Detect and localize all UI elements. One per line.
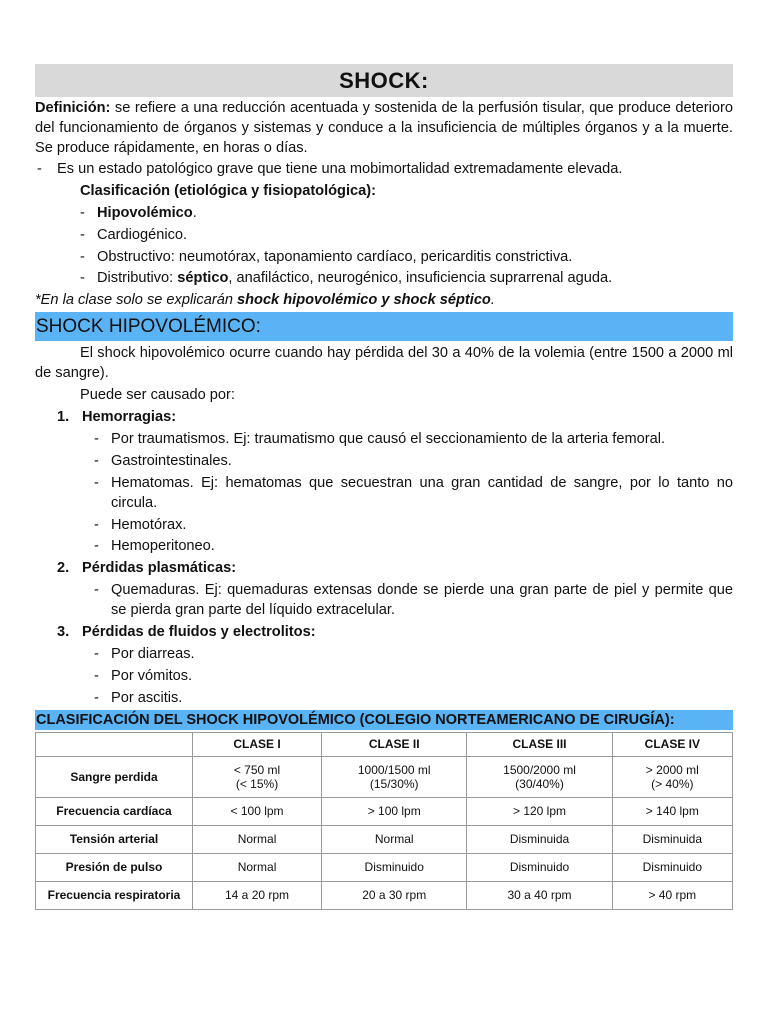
table-cell: > 40 rpm	[612, 881, 732, 909]
classification-list	[80, 203, 733, 288]
list-item-text: Hemoperitoneo.	[111, 538, 215, 555]
list-item-text: Hemotórax.	[111, 516, 187, 533]
list-item	[94, 515, 733, 535]
table-cell: Disminuido	[612, 853, 732, 881]
cell-line: 1000/1500 ml	[357, 762, 431, 777]
section-heading-hipovolemico: SHOCK HIPOVOLÉMICO:	[35, 312, 733, 341]
cause-title: Pérdidas plasmáticas:	[82, 560, 237, 577]
table-row	[36, 825, 733, 853]
table-cell	[467, 756, 612, 797]
table-row	[36, 881, 733, 909]
table-cell: > 120 lpm	[467, 797, 612, 825]
hipo-intro: El shock hipovolémico ocurre cuando hay pérdida del 30 a 40% de la volemia (entre 1500 a 2000 ml de sangre).	[35, 345, 733, 382]
table-row	[36, 853, 733, 881]
row-label: Presión de pulso	[36, 853, 193, 881]
cell-line: (> 40%)	[651, 776, 694, 791]
table-cell: 14 a 20 rpm	[193, 881, 322, 909]
row-label: Tensión arterial	[36, 825, 193, 853]
class-note	[35, 290, 733, 310]
row-label: Frecuencia cardíaca	[36, 797, 193, 825]
list-item-text: Quemaduras. Ej: quemaduras extensas donde se pierde una gran parte de piel y permite que se pierda gran parte del líquido extracelular.	[111, 582, 733, 619]
table-cell: > 140 lpm	[612, 797, 732, 825]
septico-label: séptico	[177, 270, 229, 287]
cell-line: (30/40%)	[515, 776, 564, 791]
cause-title: Pérdidas de fluidos y electrolitos:	[82, 624, 316, 641]
list-item-text: Por vómitos.	[111, 668, 193, 685]
cell-line: (< 15%)	[235, 776, 279, 791]
definition-label: Definición:	[35, 100, 111, 116]
classification-heading	[80, 181, 733, 201]
table-cell: Disminuido	[322, 853, 467, 881]
list-item	[80, 268, 733, 288]
page-title: SHOCK:	[35, 64, 733, 97]
cause-2-heading	[35, 558, 733, 578]
cause-1-heading	[35, 407, 733, 427]
table-cell	[322, 756, 467, 797]
list-item-text: , anafiláctico, neurogénico, insuficiencia suprarrenal aguda.	[228, 270, 613, 287]
table-row	[36, 797, 733, 825]
cause-2-list	[94, 580, 733, 620]
table-cell: < 100 lpm	[193, 797, 322, 825]
list-item-text: Cardiogénico.	[97, 226, 188, 243]
cell-line: (15/30%)	[369, 776, 419, 791]
table-cell: Disminuido	[467, 853, 612, 881]
table-cell: > 100 lpm	[322, 797, 467, 825]
table-header-row	[36, 732, 733, 756]
list-item	[94, 451, 733, 471]
table-header-cell: CLASE III	[467, 732, 612, 756]
cause-number: 1.	[57, 409, 70, 426]
table-cell: Disminuida	[467, 825, 612, 853]
class-note-post: .	[490, 292, 495, 309]
table-header-cell: CLASE I	[193, 732, 322, 756]
list-item	[94, 688, 733, 708]
table-cell	[193, 756, 322, 797]
row-label: Frecuencia respiratoria	[36, 881, 193, 909]
list-item	[80, 247, 733, 267]
hipovolemic-classification-table	[35, 732, 733, 910]
list-item	[80, 225, 733, 245]
list-item-end: .	[192, 205, 197, 221]
hipovolemico-label: Hipovolémico	[97, 205, 193, 221]
list-item	[94, 429, 733, 449]
cause-1-list	[94, 429, 733, 556]
class-note-pre: *En la clase solo se explicarán	[35, 292, 237, 309]
row-label: Sangre perdida	[36, 756, 193, 797]
cell-line: 1500/2000 ml	[503, 762, 576, 777]
cause-3-list	[94, 644, 733, 708]
list-item-text: Obstructivo: neumotórax, taponamiento cardíaco, pericarditis constrictiva.	[97, 248, 573, 265]
list-item-text: Por ascitis.	[111, 689, 183, 706]
table-title: CLASIFICACIÓN DEL SHOCK HIPOVOLÉMICO (COLEGIO NORTEAMERICANO DE CIRUGÍA):	[35, 710, 733, 730]
table-row	[36, 756, 733, 797]
document-page	[35, 64, 733, 910]
table-cell: Normal	[193, 825, 322, 853]
table-header-cell: CLASE IV	[612, 732, 732, 756]
class-note-bold: shock hipovolémico y shock séptico	[237, 292, 491, 309]
definition-text: se refiere a una reducción acentuada y sostenida de la perfusión tisular, que produce deterioro del funcionamiento de órganos y sistemas y conduce a la insuficiencia de múltiples órganos y a la muerte. Se produce rápidamente, en horas o días.	[35, 100, 733, 156]
cause-3-heading	[35, 622, 733, 642]
table-header-cell: CLASE II	[322, 732, 467, 756]
cause-title: Hemorragias:	[82, 409, 177, 426]
table-cell	[612, 756, 732, 797]
list-item	[94, 473, 733, 513]
list-item-text: Por traumatismos. Ej: traumatismo que causó el seccionamiento de la arteria femoral.	[111, 431, 665, 448]
grave-note-text: Es un estado patológico grave que tiene una mobimortalidad extremadamente elevada.	[57, 161, 623, 177]
cause-number: 2.	[57, 560, 70, 577]
list-item	[94, 580, 733, 620]
grave-note	[35, 159, 733, 179]
list-item-text: Por diarreas.	[111, 646, 195, 663]
table-cell: 20 a 30 rpm	[322, 881, 467, 909]
list-item	[94, 536, 733, 556]
classification-heading-text: Clasificación (etiológica y fisiopatológica):	[80, 183, 376, 199]
table-cell: Disminuida	[612, 825, 732, 853]
cell-line: < 750 ml	[233, 762, 281, 777]
definition-paragraph	[35, 98, 733, 158]
list-item	[80, 203, 733, 223]
table-cell: 30 a 40 rpm	[467, 881, 612, 909]
list-item	[94, 666, 733, 686]
table-cell: Normal	[193, 853, 322, 881]
table-header-cell	[36, 732, 193, 756]
cell-line: > 2000 ml	[645, 762, 699, 777]
table-cell: Normal	[322, 825, 467, 853]
list-item-text: Distributivo:	[97, 270, 178, 287]
list-item-text: Gastrointestinales.	[111, 452, 232, 469]
cause-intro: Puede ser causado por:	[80, 387, 235, 404]
list-item-text: Hematomas. Ej: hematomas que secuestran una gran cantidad de sangre, por lo tanto no circula.	[111, 474, 733, 511]
list-item	[94, 644, 733, 664]
cause-number: 3.	[57, 624, 70, 641]
